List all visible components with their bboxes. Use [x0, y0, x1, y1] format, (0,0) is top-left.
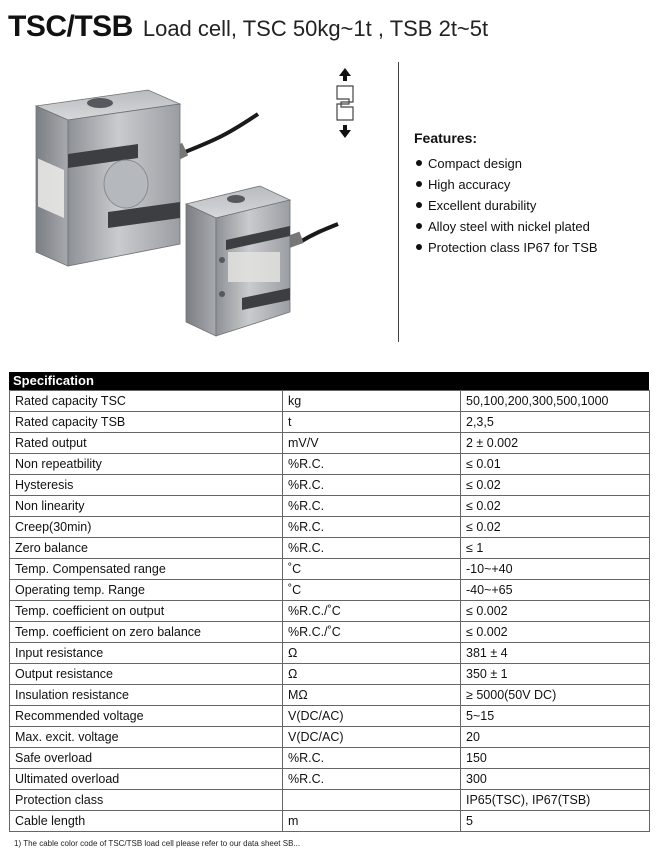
bullet-icon — [416, 223, 422, 229]
spec-unit: %R.C./˚C — [283, 622, 461, 643]
cable-small — [300, 224, 338, 242]
product-name: TSC/TSB — [8, 10, 133, 43]
spec-parameter: Hysteresis — [10, 475, 283, 496]
spec-parameter: Rated capacity TSB — [10, 412, 283, 433]
table-row — [10, 454, 650, 475]
spec-parameter: Creep(30min) — [10, 517, 283, 538]
table-row — [10, 769, 650, 790]
arrow-up-icon — [339, 68, 351, 81]
spec-unit: %R.C. — [283, 748, 461, 769]
spec-parameter: Rated capacity TSC — [10, 391, 283, 412]
table-row — [10, 496, 650, 517]
spec-unit: t — [283, 412, 461, 433]
spec-parameter: Operating temp. Range — [10, 580, 283, 601]
spec-parameter: Max. excit. voltage — [10, 727, 283, 748]
spec-value: ≤ 0.02 — [461, 496, 650, 517]
table-row — [10, 517, 650, 538]
features-list — [414, 153, 650, 258]
table-row — [10, 538, 650, 559]
table-row — [10, 706, 650, 727]
arrow-down-icon — [339, 125, 351, 138]
spec-value: 2 ± 0.002 — [461, 433, 650, 454]
spec-parameter: Non repeatbility — [10, 454, 283, 475]
spec-value: 2,3,5 — [461, 412, 650, 433]
spec-unit: %R.C. — [283, 475, 461, 496]
feature-item: Alloy steel with nickel plated — [414, 216, 650, 237]
table-row — [10, 790, 650, 811]
spec-value: ≤ 0.002 — [461, 601, 650, 622]
footnote: 1) The cable color code of TSC/TSB load cell please refer to our data sheet SB... — [14, 839, 301, 848]
spec-unit: MΩ — [283, 685, 461, 706]
cable-large — [180, 114, 258, 154]
table-row — [10, 433, 650, 454]
feature-item: Compact design — [414, 153, 650, 174]
table-row — [10, 580, 650, 601]
spec-parameter: Zero balance — [10, 538, 283, 559]
feature-item: Protection class IP67 for TSB — [414, 237, 650, 258]
product-subtitle: Load cell, TSC 50kg~1t , TSB 2t~5t — [142, 16, 489, 41]
table-row — [10, 685, 650, 706]
table-row — [10, 559, 650, 580]
spec-parameter: Temp. coefficient on zero balance — [10, 622, 283, 643]
spec-unit: ˚C — [283, 559, 461, 580]
feature-item: Excellent durability — [414, 195, 650, 216]
product-photo — [28, 84, 340, 344]
spec-value: 381 ± 4 — [461, 643, 650, 664]
spec-unit: V(DC/AC) — [283, 727, 461, 748]
feature-item: High accuracy — [414, 174, 650, 195]
table-row — [10, 748, 650, 769]
table-row — [10, 727, 650, 748]
specification-section — [9, 372, 649, 832]
bullet-icon — [416, 181, 422, 187]
s-shape-icon — [337, 86, 353, 120]
spec-parameter: Recommended voltage — [10, 706, 283, 727]
specification-heading: Specification — [9, 372, 649, 390]
features-heading: Features: — [414, 130, 478, 146]
spec-value: ≤ 0.02 — [461, 475, 650, 496]
spec-parameter: Insulation resistance — [10, 685, 283, 706]
bullet-icon — [416, 160, 422, 166]
spec-parameter: Rated output — [10, 433, 283, 454]
spec-value: 350 ± 1 — [461, 664, 650, 685]
spec-parameter: Protection class — [10, 790, 283, 811]
spec-unit: Ω — [283, 643, 461, 664]
spec-parameter: Cable length — [10, 811, 283, 832]
spec-value: IP65(TSC), IP67(TSB) — [461, 790, 650, 811]
spec-value: -40~+65 — [461, 580, 650, 601]
bullet-icon — [416, 244, 422, 250]
spec-parameter: Input resistance — [10, 643, 283, 664]
spec-unit: Ω — [283, 664, 461, 685]
spec-unit: V(DC/AC) — [283, 706, 461, 727]
spec-value: 20 — [461, 727, 650, 748]
spec-unit: ˚C — [283, 580, 461, 601]
spec-parameter: Safe overload — [10, 748, 283, 769]
spec-unit: m — [283, 811, 461, 832]
spec-value: ≤ 0.02 — [461, 517, 650, 538]
features-panel — [414, 130, 650, 258]
spec-unit: %R.C./˚C — [283, 601, 461, 622]
spec-unit: %R.C. — [283, 517, 461, 538]
spec-unit: %R.C. — [283, 496, 461, 517]
table-row — [10, 412, 650, 433]
spec-value: ≤ 1 — [461, 538, 650, 559]
spec-unit: kg — [283, 391, 461, 412]
table-row — [10, 391, 650, 412]
spec-value: ≤ 0.01 — [461, 454, 650, 475]
bullet-icon — [416, 202, 422, 208]
spec-unit: %R.C. — [283, 538, 461, 559]
table-row — [10, 643, 650, 664]
spec-parameter: Temp. coefficient on output — [10, 601, 283, 622]
spec-parameter: Ultimated overload — [10, 769, 283, 790]
table-row — [10, 601, 650, 622]
table-row — [10, 622, 650, 643]
spec-parameter: Temp. Compensated range — [10, 559, 283, 580]
spec-value: ≥ 5000(50V DC) — [461, 685, 650, 706]
vertical-divider — [398, 62, 399, 342]
spec-value: -10~+40 — [461, 559, 650, 580]
spec-value: ≤ 0.002 — [461, 622, 650, 643]
spec-unit — [283, 790, 461, 811]
force-direction-diagram — [332, 66, 358, 140]
spec-parameter: Output resistance — [10, 664, 283, 685]
table-row — [10, 664, 650, 685]
spec-parameter: Non linearity — [10, 496, 283, 517]
spec-value: 150 — [461, 748, 650, 769]
spec-value: 5~15 — [461, 706, 650, 727]
page-title — [8, 10, 488, 44]
specification-table — [9, 390, 650, 832]
spec-unit: mV/V — [283, 433, 461, 454]
spec-value: 50,100,200,300,500,1000 — [461, 391, 650, 412]
table-row — [10, 475, 650, 496]
spec-value: 300 — [461, 769, 650, 790]
table-row — [10, 811, 650, 832]
spec-unit: %R.C. — [283, 454, 461, 475]
spec-value: 5 — [461, 811, 650, 832]
spec-unit: %R.C. — [283, 769, 461, 790]
small-cell-front — [186, 204, 216, 336]
